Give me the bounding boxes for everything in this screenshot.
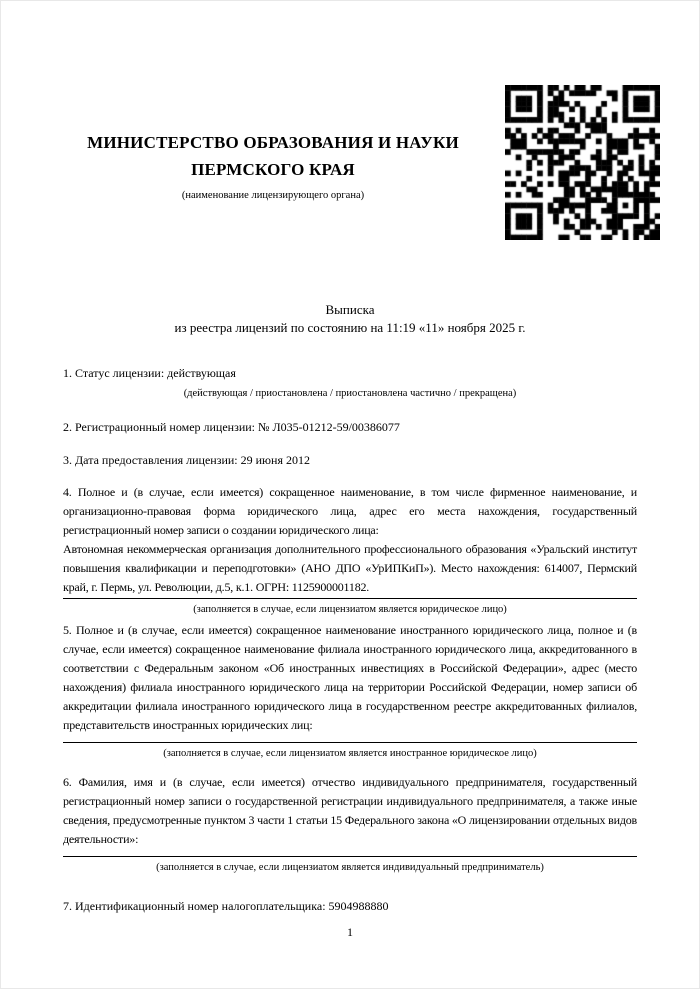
field-registration-number — [63, 418, 637, 437]
doc-title-line2: из реестра лицензий по состоянию на 11:19 «11» ноября 2025 г. — [174, 320, 526, 335]
field-legal-entity — [63, 483, 637, 617]
field-foreign-entity — [63, 621, 637, 761]
taxpayer-number-text: 7. Идентификационный номер налогоплательщика: 5904988880 — [63, 899, 389, 913]
page-number: 1 — [347, 925, 353, 939]
field-individual-entrepreneur — [63, 773, 637, 875]
doc-title-line1: Выписка — [325, 302, 375, 317]
ministry-caption: (наименование лицензирующего органа) — [181, 190, 365, 201]
field-taxpayer-number — [63, 897, 637, 916]
qr-code — [505, 85, 660, 240]
foreign-entity-answer-line — [63, 735, 637, 743]
legal-entity-question: 4. Полное и (в случае, если имеется) сокращенное наименование, в том числе фирменное наименование, и организационно-правовая форма юридического лица, адрес его места нахождения, государственный регистрационный номер записи о создании юридического лица: — [63, 485, 637, 537]
legal-entity-hint: (заполняется в случае, если лицензиатом является юридическое лицо) — [193, 604, 507, 615]
field-license-date — [63, 451, 637, 470]
ministry-title-line2: ПЕРМСКОГО КРАЯ — [191, 160, 355, 179]
individual-entrepreneur-answer-line — [63, 849, 637, 857]
registration-number-text: 2. Регистрационный номер лицензии: № Л035-01212-59/00386077 — [63, 420, 400, 434]
legal-entity-answer: Автономная некоммерческая организация дополнительного профессионального образования «Уральский институт повышения квалификации и переподготовки» (АНО ДПО «УрИПКиП»). Место нахождения: 614007, Пермский край, г. Пермь, ул. Революции, д.5, к.1. ОГРН: 1125900001182. — [63, 540, 637, 599]
individual-entrepreneur-question: 6. Фамилия, имя и (в случае, если имеется) отчество индивидуального предпринимателя, государственный регистрационный номер записи о государственной регистрации индивидуального предпринимателя, а также иные сведения, предусмотренные пунктом 3 части 1 статьи 15 Федерального закона «О лицензировании отдельных видов деятельности»: — [63, 775, 637, 846]
foreign-entity-question: 5. Полное и (в случае, если имеется) сокращенное наименование иностранного юридического лица, полное и (в случае, если имеется) сокращенное наименование филиала иностранного юридического лица, аккредитованного в соответствии с Федеральным законом «Об иностранных инвестициях в Российской Федерации», адрес (место нахождения) филиала иностранного юридического лица на территории Российской Федерации, номер записи об аккредитации филиала иностранного юридического лица в государственном реестре аккредитованных филиалов, представительств иностранных юридических лиц: — [63, 623, 637, 732]
document-header — [63, 129, 483, 201]
field-license-status — [63, 364, 637, 401]
ministry-title-line1: МИНИСТЕРСТВО ОБРАЗОВАНИЯ И НАУКИ — [87, 133, 459, 152]
license-status-text: 1. Статус лицензии: действующая — [63, 366, 236, 380]
license-date-text: 3. Дата предоставления лицензии: 29 июня 2012 — [63, 453, 310, 467]
license-status-hint: (действующая / приостановлена / приостановлена частично / прекращена) — [183, 388, 517, 399]
foreign-entity-hint: (заполняется в случае, если лицензиатом является иностранное юридическое лицо) — [163, 748, 537, 759]
doc-title — [63, 301, 637, 337]
individual-entrepreneur-hint: (заполняется в случае, если лицензиатом является индивидуальный предприниматель) — [156, 862, 544, 873]
